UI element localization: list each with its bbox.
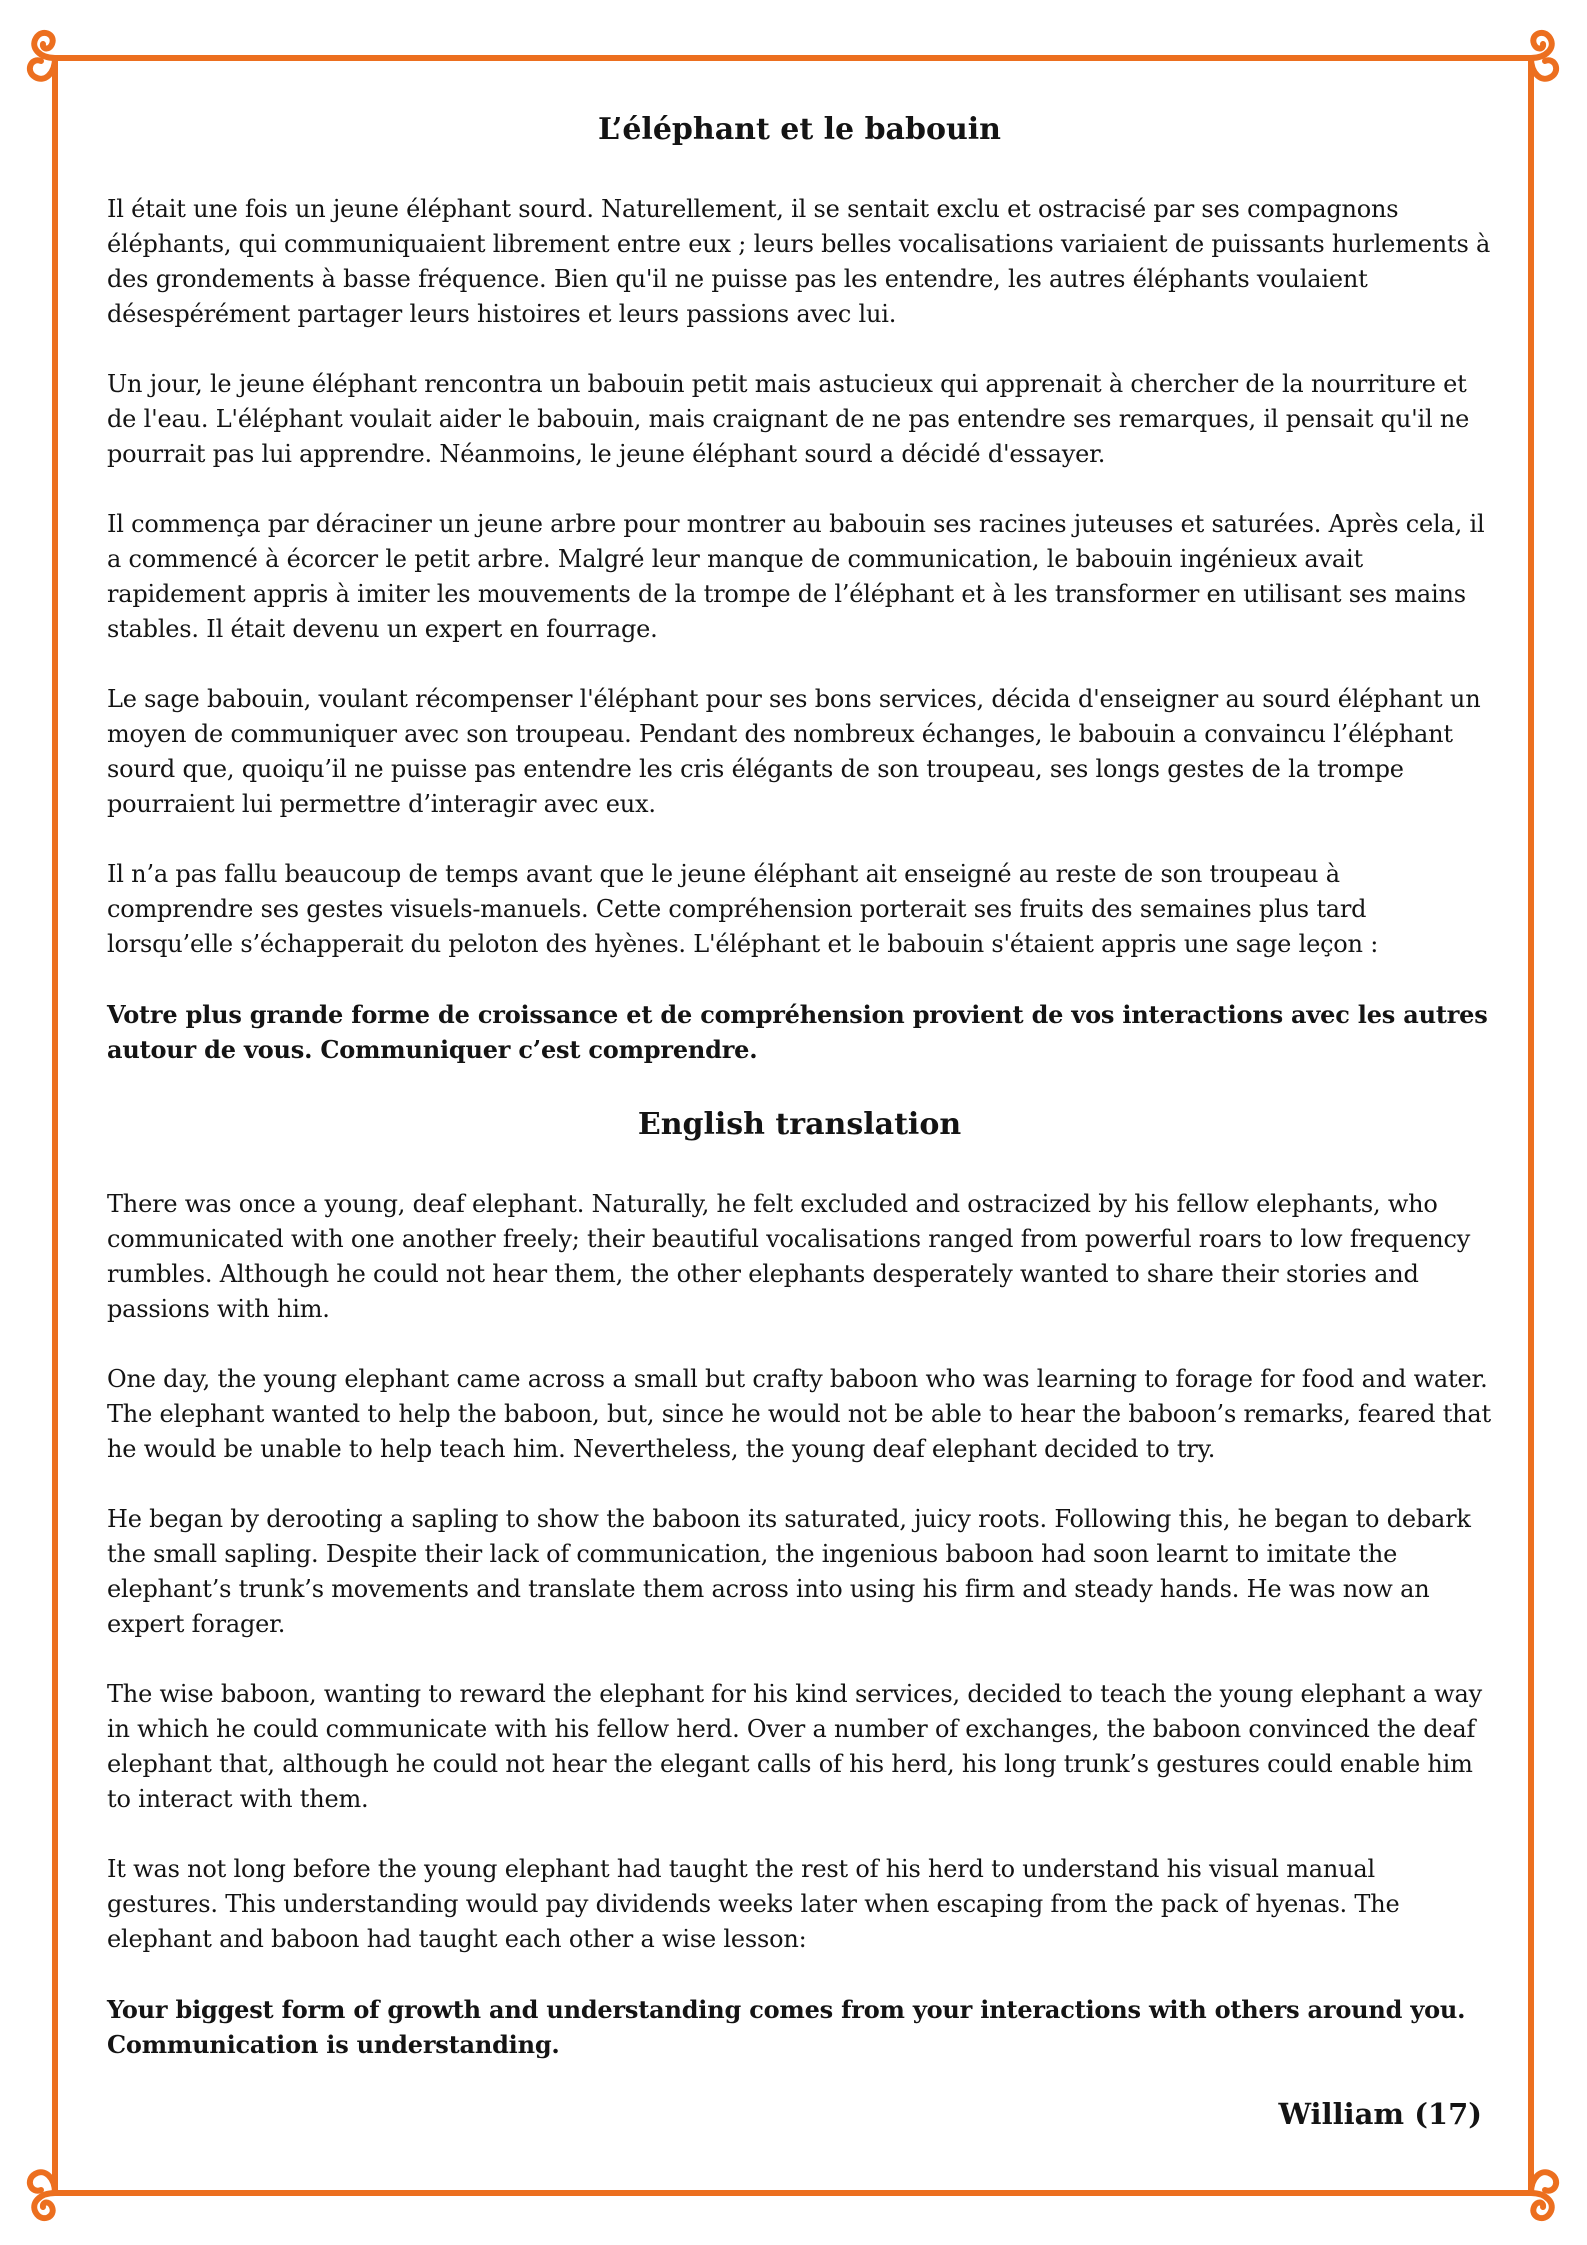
corner-curl-bottom-right (1531, 2193, 1552, 2218)
french-moral: Votre plus grande forme de croissance et de compréhension provient de vos interactions avec les autres autour de vous. Communiquer c’est comprendre. (107, 1000, 1488, 1064)
corner-curl-top-left (34, 33, 55, 58)
french-paragraph-3: Il commença par déraciner un jeune arbre pour montrer au babouin ses racines juteuses et saturées. Après cela, il a commencé à écorcer le petit arbre. Malgré leur manque de communication, le babouin ingénieux avait rapidement appris à imiter les mouvements de la trompe de l’éléphant et à les transformer en utilisant ses mains stables. Il était devenu un expert en fourrage. (107, 510, 1485, 643)
french-paragraph-2: Un jour, le jeune éléphant rencontra un babouin petit mais astucieux qui apprenait à chercher de la nourriture et de l'eau. L'éléphant voulait aider le babouin, mais craignant de ne pas entendre ses remarques, il pensait qu'il ne pourrait pas lui apprendre. Néanmoins, le jeune éléphant sourd a décidé d'essayer. (107, 370, 1470, 468)
english-title: English translation (637, 1107, 962, 1142)
english-paragraph-1: There was once a young, deaf elephant. Naturally, he felt excluded and ostracized by his fellow elephants, who communicated with one another freely; their beautiful vocalisations ranged from powerful roars to low frequency rumbles. Although he could not hear them, the other elephants desperately wanted to share their stories and passions with him. (107, 1190, 1471, 1323)
english-paragraph-3: He began by derooting a sapling to show the baboon its saturated, juicy roots. Following this, he began to debark the small sapling. Despite their lack of communication, the ingenious baboon had soon learnt to imitate the elephant’s trunk’s movements and translate them across into using his firm and steady hands. He was now an expert forager. (107, 1505, 1471, 1638)
english-paragraph-4: The wise baboon, wanting to reward the elephant for his kind services, decided to teach the young elephant a way in which he could communicate with his fellow herd. Over a number of exchanges, the baboon convinced the deaf elephant that, although he could not hear the elegant calls of his herd, his long trunk’s gestures could enable him to interact with them. (107, 1680, 1482, 1813)
corner-curl-bottom-right-b (1531, 2172, 1556, 2193)
corner-curl-top-left-b (30, 58, 55, 79)
english-moral: Your biggest form of growth and understanding comes from your interactions with others around you. Communication is understanding. (107, 1995, 1466, 2059)
corner-curl-bottom-left-b (30, 2172, 55, 2193)
corner-curl-bottom-left (34, 2193, 55, 2218)
author-signature: William (17) (1278, 2097, 1482, 2131)
story-content (107, 108, 1492, 2134)
french-paragraph-1: Il était une fois un jeune éléphant sourd. Naturellement, il se sentait exclu et ostracisé par ses compagnons éléphants, qui communiquaient librement entre eux ; leurs belles vocalisations variaient de puissants hurlements à des grondements à basse fréquence. Bien qu'il ne puisse pas les entendre, les autres éléphants voulaient désespérément partager leurs histoires et leurs passions avec lui. (107, 195, 1491, 328)
corner-curl-top-right (1531, 33, 1552, 58)
french-paragraph-5: Il n’a pas fallu beaucoup de temps avant que le jeune éléphant ait enseigné au reste de son troupeau à comprendre ses gestes visuels-manuels. Cette compréhension porterait ses fruits des semaines plus tard lorsqu’elle s’échapperait du peloton des hyènes. L'éléphant et le babouin s'étaient appris une sage leçon : (107, 860, 1379, 958)
english-paragraph-5: It was not long before the young elephant had taught the rest of his herd to understand his visual manual gestures. This understanding would pay dividends weeks later when escaping from the pack of hyenas. The elephant and baboon had taught each other a wise lesson: (107, 1855, 1400, 1953)
english-paragraph-2: One day, the young elephant came across a small but crafty baboon who was learning to forage for food and water. The elephant wanted to help the baboon, but, since he would not be able to hear the baboon’s remarks, feared that he would be unable to help teach him. Nevertheless, the young deaf elephant decided to try. (107, 1365, 1491, 1463)
french-paragraph-4: Le sage babouin, voulant récompenser l'éléphant pour ses bons services, décida d'enseigner au sourd éléphant un moyen de communiquer avec son troupeau. Pendant des nombreux échanges, le babouin a convaincu l’éléphant sourd que, quoiqu’il ne puisse pas entendre les cris élégants de son troupeau, ses longs gestes de la trompe pourraient lui permettre d’interagir avec eux. (107, 685, 1481, 818)
french-title: L’éléphant et le babouin (598, 112, 1001, 147)
corner-curl-top-right-b (1531, 58, 1556, 79)
